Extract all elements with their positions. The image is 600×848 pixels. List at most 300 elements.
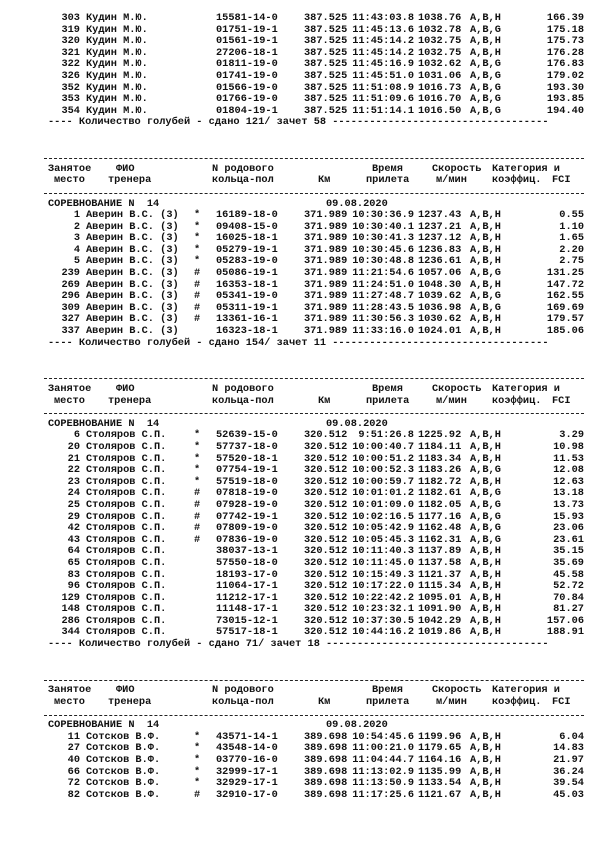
arrival-time: 11:51:14.1 bbox=[352, 104, 414, 117]
place: 6 bbox=[73, 429, 80, 442]
distance-km: 320.512 bbox=[304, 510, 348, 523]
header-place2: место bbox=[54, 174, 85, 187]
speed: 1162.48 bbox=[418, 522, 462, 535]
coefficient: 147.72 bbox=[546, 278, 584, 291]
distance-km: 389.698 bbox=[304, 788, 348, 801]
arrival-time: 11:13:50.9 bbox=[352, 777, 414, 790]
place: 82 bbox=[67, 788, 80, 801]
ring-number: 52639-15-0 bbox=[216, 429, 278, 442]
distance-km: 320.512 bbox=[304, 626, 348, 639]
place: 1 bbox=[73, 209, 80, 222]
coefficient: 2.20 bbox=[559, 243, 584, 256]
header-fci: FCI bbox=[552, 696, 571, 709]
arrival-time: 11:28:43.5 bbox=[352, 301, 414, 314]
competition-name: СОРЕВНОВАНИЕ N 14 bbox=[48, 197, 160, 210]
mark: * bbox=[194, 730, 201, 743]
distance-km: 389.698 bbox=[304, 777, 348, 790]
ring-number: 18193-17-0 bbox=[216, 568, 278, 581]
category: A,B,H bbox=[470, 232, 501, 245]
place: 25 bbox=[67, 498, 80, 511]
speed: 1016.50 bbox=[418, 104, 462, 117]
header-ring: N родового bbox=[212, 684, 274, 697]
distance-km: 320.512 bbox=[304, 498, 348, 511]
speed: 1038.76 bbox=[418, 12, 462, 24]
speed: 1057.06 bbox=[418, 267, 462, 280]
category: A,B,H bbox=[470, 603, 501, 616]
arrival-time: 11:33:16.0 bbox=[352, 325, 414, 338]
arrival-time: 11:45:13.6 bbox=[352, 23, 414, 36]
speed: 1115.34 bbox=[418, 580, 462, 593]
place: 344 bbox=[61, 626, 80, 639]
arrival-time: 11:30:56.3 bbox=[352, 313, 414, 326]
coefficient: 10.98 bbox=[553, 440, 584, 453]
category: A,B,G bbox=[470, 464, 501, 477]
header-place: Занятое bbox=[48, 162, 92, 175]
arrival-time: 10:30:48.8 bbox=[352, 255, 414, 268]
arrival-time: 10:05:45.3 bbox=[352, 533, 414, 546]
distance-km: 320.512 bbox=[304, 568, 348, 581]
trainer-name: Сотсков В.Ф. bbox=[86, 754, 161, 766]
trainer-name: Аверин В.С. (3) bbox=[86, 232, 179, 245]
trainer-name: Столяров С.П. bbox=[86, 614, 167, 627]
category: A,B,H bbox=[470, 614, 501, 627]
category: A,B,H bbox=[470, 765, 501, 778]
trainer-name: Столяров С.П. bbox=[86, 429, 167, 442]
arrival-time: 11:45:14.2 bbox=[352, 46, 414, 59]
category: A,B,H bbox=[470, 556, 501, 569]
header-trainer: тренера bbox=[108, 394, 152, 407]
distance-km: 371.989 bbox=[304, 313, 348, 326]
blank-line bbox=[0, 141, 600, 153]
ring-number: 57519-18-0 bbox=[216, 475, 278, 488]
coefficient: 176.28 bbox=[546, 46, 584, 59]
ring-number: 16323-18-1 bbox=[216, 325, 278, 338]
trainer-name: Кудин М.Ю. bbox=[86, 69, 148, 82]
arrival-time: 11:13:02.9 bbox=[352, 765, 414, 778]
trainer-name: Аверин В.С. (3) bbox=[86, 325, 179, 338]
ring-number: 11064-17-1 bbox=[216, 580, 278, 593]
place: 322 bbox=[61, 58, 80, 71]
ring-number: 07809-19-0 bbox=[216, 522, 278, 535]
trainer-name: Столяров С.П. bbox=[86, 440, 167, 453]
arrival-time: 10:02:16.5 bbox=[352, 510, 414, 523]
speed: 1225.92 bbox=[418, 429, 462, 442]
result-row bbox=[0, 500, 600, 512]
mark: * bbox=[194, 440, 201, 453]
category: A,B,H bbox=[470, 313, 501, 326]
coefficient: 23.06 bbox=[553, 522, 584, 535]
header-fci: FCI bbox=[552, 174, 571, 187]
distance-km: 320.512 bbox=[304, 614, 348, 627]
category: A,B,H bbox=[470, 591, 501, 604]
header-km: Км bbox=[318, 394, 331, 407]
speed: 1162.31 bbox=[418, 533, 462, 546]
ring-number: 01766-19-0 bbox=[216, 93, 278, 106]
distance-km: 320.512 bbox=[304, 545, 348, 558]
trainer-name: Столяров С.П. bbox=[86, 510, 167, 523]
arrival-time: 10:00:51.2 bbox=[352, 452, 414, 465]
category: A,B,G bbox=[470, 23, 501, 36]
coefficient: 157.06 bbox=[546, 614, 584, 627]
trainer-name: Кудин М.Ю. bbox=[86, 12, 148, 24]
speed: 1179.65 bbox=[418, 742, 462, 755]
mark: * bbox=[194, 220, 201, 233]
speed: 1032.75 bbox=[418, 35, 462, 48]
speed: 1236.83 bbox=[418, 243, 462, 256]
category: A,B,G bbox=[470, 81, 501, 94]
place: 43 bbox=[67, 533, 80, 546]
distance-km: 320.512 bbox=[304, 591, 348, 604]
header-category: Категория и bbox=[492, 383, 560, 395]
category: A,B,H bbox=[470, 777, 501, 790]
header-fci: FCI bbox=[552, 394, 571, 407]
arrival-time: 11:45:16.9 bbox=[352, 58, 414, 71]
mark: * bbox=[194, 475, 201, 488]
header-ring2: кольца-пол bbox=[212, 696, 274, 709]
ring-number: 07754-19-1 bbox=[216, 464, 278, 477]
ring-number: 43571-14-1 bbox=[216, 730, 278, 743]
category: A,B,H bbox=[470, 754, 501, 766]
speed: 1199.96 bbox=[418, 730, 462, 743]
trainer-name: Аверин В.С. (3) bbox=[86, 209, 179, 222]
arrival-time: 11:21:54.6 bbox=[352, 267, 414, 280]
mark: * bbox=[194, 243, 201, 256]
blank-line bbox=[0, 651, 600, 663]
trainer-name: Аверин В.С. (3) bbox=[86, 301, 179, 314]
coefficient: 35.69 bbox=[553, 556, 584, 569]
mark: # bbox=[194, 267, 201, 280]
distance-km: 320.512 bbox=[304, 603, 348, 616]
summary-line: ---- Количество голубей - сдано 121/ зачет 58 ----------------------------------- bbox=[48, 116, 549, 129]
speed: 1182.72 bbox=[418, 475, 462, 488]
coefficient: 179.57 bbox=[546, 313, 584, 326]
arrival-time: 10:11:45.0 bbox=[352, 556, 414, 569]
speed: 1182.61 bbox=[418, 487, 462, 500]
header-arrival: прилета bbox=[366, 174, 410, 187]
coefficient: 1.10 bbox=[559, 220, 584, 233]
speed: 1095.01 bbox=[418, 591, 462, 604]
ring-number: 05086-19-1 bbox=[216, 267, 278, 280]
trainer-name: Сотсков В.Ф. bbox=[86, 742, 161, 755]
distance-km: 387.525 bbox=[304, 12, 348, 24]
coefficient: 14.83 bbox=[553, 742, 584, 755]
trainer-name: Аверин В.С. (3) bbox=[86, 313, 179, 326]
trainer-name: Аверин В.С. (3) bbox=[86, 243, 179, 256]
blank-line bbox=[0, 662, 600, 674]
arrival-time: 10:11:40.3 bbox=[352, 545, 414, 558]
header-ring2: кольца-пол bbox=[212, 394, 274, 407]
place: 129 bbox=[61, 591, 80, 604]
ring-number: 05279-19-1 bbox=[216, 243, 278, 256]
result-row bbox=[0, 581, 600, 593]
place: 354 bbox=[61, 104, 80, 117]
category: A,B,H bbox=[470, 429, 501, 442]
coefficient: 169.69 bbox=[546, 301, 584, 314]
place: 21 bbox=[67, 452, 80, 465]
place: 2 bbox=[73, 220, 80, 233]
speed: 1016.70 bbox=[418, 93, 462, 106]
coefficient: 1.65 bbox=[559, 232, 584, 245]
result-row bbox=[0, 627, 600, 639]
ring-number: 05341-19-0 bbox=[216, 290, 278, 303]
speed: 1135.99 bbox=[418, 765, 462, 778]
coefficient: 45.03 bbox=[553, 788, 584, 801]
arrival-time: 10:30:36.9 bbox=[352, 209, 414, 222]
speed: 1137.58 bbox=[418, 556, 462, 569]
arrival-time: 10:00:59.7 bbox=[352, 475, 414, 488]
place: 11 bbox=[67, 730, 80, 743]
mark: * bbox=[194, 742, 201, 755]
distance-km: 387.525 bbox=[304, 81, 348, 94]
trainer-name: Кудин М.Ю. bbox=[86, 46, 148, 59]
speed: 1177.16 bbox=[418, 510, 462, 523]
header-mmin: м/мин bbox=[436, 174, 467, 187]
competition-date: 09.08.2020 bbox=[326, 719, 388, 732]
header-fio: ФИО bbox=[116, 162, 135, 175]
header-category: Категория и bbox=[492, 684, 560, 697]
place: 40 bbox=[67, 754, 80, 766]
place: 296 bbox=[61, 290, 80, 303]
distance-km: 387.525 bbox=[304, 58, 348, 71]
category: A,B,H bbox=[470, 580, 501, 593]
category: A,B,H bbox=[470, 788, 501, 801]
ring-number: 73015-12-1 bbox=[216, 614, 278, 627]
arrival-time: 9:51:26.8 bbox=[358, 429, 414, 442]
coefficient: 36.24 bbox=[553, 765, 584, 778]
result-row bbox=[0, 106, 600, 118]
header-arrival: прилета bbox=[366, 696, 410, 709]
category: A,B,G bbox=[470, 301, 501, 314]
competition-name: СОРЕВНОВАНИЕ N 14 bbox=[48, 417, 160, 430]
coefficient: 3.29 bbox=[559, 429, 584, 442]
distance-km: 320.512 bbox=[304, 522, 348, 535]
result-row bbox=[0, 790, 600, 802]
arrival-time: 11:45:51.0 bbox=[352, 69, 414, 82]
coefficient: 12.08 bbox=[553, 464, 584, 477]
speed: 1121.67 bbox=[418, 788, 462, 801]
mark: * bbox=[194, 754, 201, 766]
mark: # bbox=[194, 533, 201, 546]
arrival-time: 11:17:25.6 bbox=[352, 788, 414, 801]
distance-km: 387.525 bbox=[304, 104, 348, 117]
blank-line bbox=[0, 361, 600, 373]
category: A,B,G bbox=[470, 104, 501, 117]
coefficient: 193.85 bbox=[546, 93, 584, 106]
distance-km: 371.989 bbox=[304, 255, 348, 268]
header-coef: коэффиц. bbox=[492, 394, 542, 407]
result-row bbox=[0, 71, 600, 83]
distance-km: 320.512 bbox=[304, 533, 348, 546]
distance-km: 371.989 bbox=[304, 301, 348, 314]
category: A,B,H bbox=[470, 742, 501, 755]
speed: 1133.54 bbox=[418, 777, 462, 790]
header-coef: коэффиц. bbox=[492, 696, 542, 709]
coefficient: 15.93 bbox=[553, 510, 584, 523]
category: A,B,H bbox=[470, 12, 501, 24]
place: 352 bbox=[61, 81, 80, 94]
race-results-document bbox=[0, 13, 600, 801]
coefficient: 193.30 bbox=[546, 81, 584, 94]
trainer-name: Столяров С.П. bbox=[86, 498, 167, 511]
coefficient: 2.75 bbox=[559, 255, 584, 268]
result-row bbox=[0, 268, 600, 280]
category: A,B,H bbox=[470, 440, 501, 453]
speed: 1036.98 bbox=[418, 301, 462, 314]
distance-km: 387.525 bbox=[304, 93, 348, 106]
arrival-time: 10:15:49.3 bbox=[352, 568, 414, 581]
coefficient: 21.97 bbox=[553, 754, 584, 766]
column-header-line-1 bbox=[0, 384, 600, 396]
header-time: Время bbox=[372, 684, 403, 697]
trainer-name: Столяров С.П. bbox=[86, 533, 167, 546]
trainer-name: Столяров С.П. bbox=[86, 545, 167, 558]
arrival-time: 10:00:40.7 bbox=[352, 440, 414, 453]
category: A,B,H bbox=[470, 475, 501, 488]
category: A,B,H bbox=[470, 730, 501, 743]
speed: 1030.62 bbox=[418, 313, 462, 326]
category: A,B,G bbox=[470, 267, 501, 280]
trainer-name: Сотсков В.Ф. bbox=[86, 730, 161, 743]
distance-km: 320.512 bbox=[304, 580, 348, 593]
ring-number: 38037-13-1 bbox=[216, 545, 278, 558]
coefficient: 70.84 bbox=[553, 591, 584, 604]
ring-number: 16025-18-1 bbox=[216, 232, 278, 245]
header-fio: ФИО bbox=[116, 684, 135, 697]
trainer-name: Аверин В.С. (3) bbox=[86, 255, 179, 268]
place: 326 bbox=[61, 69, 80, 82]
speed: 1032.75 bbox=[418, 46, 462, 59]
place: 42 bbox=[67, 522, 80, 535]
coefficient: 179.02 bbox=[546, 69, 584, 82]
mark: * bbox=[194, 464, 201, 477]
ring-number: 07928-19-0 bbox=[216, 498, 278, 511]
header-ring2: кольца-пол bbox=[212, 174, 274, 187]
coefficient: 162.55 bbox=[546, 290, 584, 303]
ring-number: 32929-17-1 bbox=[216, 777, 278, 790]
arrival-time: 10:30:40.1 bbox=[352, 220, 414, 233]
category: A,B,H bbox=[470, 243, 501, 256]
column-header-line-2 bbox=[0, 396, 600, 408]
category: A,B,H bbox=[470, 46, 501, 59]
distance-km: 320.512 bbox=[304, 464, 348, 477]
arrival-time: 11:51:09.6 bbox=[352, 93, 414, 106]
ring-number: 11148-17-1 bbox=[216, 603, 278, 616]
place: 24 bbox=[67, 487, 80, 500]
arrival-time: 10:05:42.9 bbox=[352, 522, 414, 535]
result-row bbox=[0, 558, 600, 570]
speed: 1048.30 bbox=[418, 278, 462, 291]
mark: * bbox=[194, 777, 201, 790]
place: 96 bbox=[67, 580, 80, 593]
arrival-time: 10:22:42.2 bbox=[352, 591, 414, 604]
trainer-name: Аверин В.С. (3) bbox=[86, 278, 179, 291]
place: 65 bbox=[67, 556, 80, 569]
coefficient: 13.18 bbox=[553, 487, 584, 500]
place: 66 bbox=[67, 765, 80, 778]
distance-km: 371.989 bbox=[304, 278, 348, 291]
distance-km: 389.698 bbox=[304, 742, 348, 755]
coefficient: 81.27 bbox=[553, 603, 584, 616]
place: 20 bbox=[67, 440, 80, 453]
arrival-time: 10:44:16.2 bbox=[352, 626, 414, 639]
speed: 1042.29 bbox=[418, 614, 462, 627]
ring-number: 01751-19-1 bbox=[216, 23, 278, 36]
result-row bbox=[0, 94, 600, 106]
ring-number: 05311-19-1 bbox=[216, 301, 278, 314]
trainer-name: Столяров С.П. bbox=[86, 522, 167, 535]
trainer-name: Кудин М.Ю. bbox=[86, 23, 148, 36]
header-place2: место bbox=[54, 394, 85, 407]
category: A,B,H bbox=[470, 278, 501, 291]
coefficient: 35.15 bbox=[553, 545, 584, 558]
ring-number: 16353-18-1 bbox=[216, 278, 278, 291]
ring-number: 01561-19-1 bbox=[216, 35, 278, 48]
category: A,B,H bbox=[470, 545, 501, 558]
coefficient: 185.06 bbox=[546, 325, 584, 338]
category: A,B,G bbox=[470, 69, 501, 82]
mark: # bbox=[194, 301, 201, 314]
distance-km: 320.512 bbox=[304, 440, 348, 453]
category: A,B,G bbox=[470, 58, 501, 71]
ring-number: 07818-19-0 bbox=[216, 487, 278, 500]
trainer-name: Кудин М.Ю. bbox=[86, 81, 148, 94]
header-coef: коэффиц. bbox=[492, 174, 542, 187]
result-row bbox=[0, 210, 600, 222]
coefficient: 23.61 bbox=[553, 533, 584, 546]
mark: * bbox=[194, 209, 201, 222]
distance-km: 371.989 bbox=[304, 209, 348, 222]
place: 309 bbox=[61, 301, 80, 314]
trainer-name: Столяров С.П. bbox=[86, 452, 167, 465]
category: A,B,G bbox=[470, 498, 501, 511]
ring-number: 16189-18-0 bbox=[216, 209, 278, 222]
speed: 1091.90 bbox=[418, 603, 462, 616]
ring-number: 57737-18-0 bbox=[216, 440, 278, 453]
category: A,B,H bbox=[470, 255, 501, 268]
place: 303 bbox=[61, 12, 80, 24]
result-row bbox=[0, 465, 600, 477]
ring-number: 01811-19-0 bbox=[216, 58, 278, 71]
ring-number: 09408-15-0 bbox=[216, 220, 278, 233]
speed: 1237.12 bbox=[418, 232, 462, 245]
arrival-time: 11:51:08.9 bbox=[352, 81, 414, 94]
trainer-name: Сотсков В.Ф. bbox=[86, 765, 161, 778]
category: A,B,G bbox=[470, 533, 501, 546]
blank-line bbox=[0, 129, 600, 141]
trainer-name: Столяров С.П. bbox=[86, 580, 167, 593]
distance-km: 389.698 bbox=[304, 754, 348, 766]
coefficient: 175.18 bbox=[546, 23, 584, 36]
speed: 1032.78 bbox=[418, 23, 462, 36]
distance-km: 320.512 bbox=[304, 452, 348, 465]
arrival-time: 10:54:45.6 bbox=[352, 730, 414, 743]
mark: # bbox=[194, 510, 201, 523]
header-speed: Скорость bbox=[432, 684, 482, 697]
arrival-time: 10:00:52.3 bbox=[352, 464, 414, 477]
trainer-name: Столяров С.П. bbox=[86, 568, 167, 581]
header-trainer: тренера bbox=[108, 696, 152, 709]
distance-km: 371.989 bbox=[304, 290, 348, 303]
header-km: Км bbox=[318, 696, 331, 709]
trainer-name: Кудин М.Ю. bbox=[86, 35, 148, 48]
coefficient: 175.73 bbox=[546, 35, 584, 48]
place: 64 bbox=[67, 545, 80, 558]
mark: * bbox=[194, 232, 201, 245]
trainer-name: Столяров С.П. bbox=[86, 475, 167, 488]
mark: * bbox=[194, 765, 201, 778]
mark: # bbox=[194, 498, 201, 511]
category: A,B,H bbox=[470, 626, 501, 639]
